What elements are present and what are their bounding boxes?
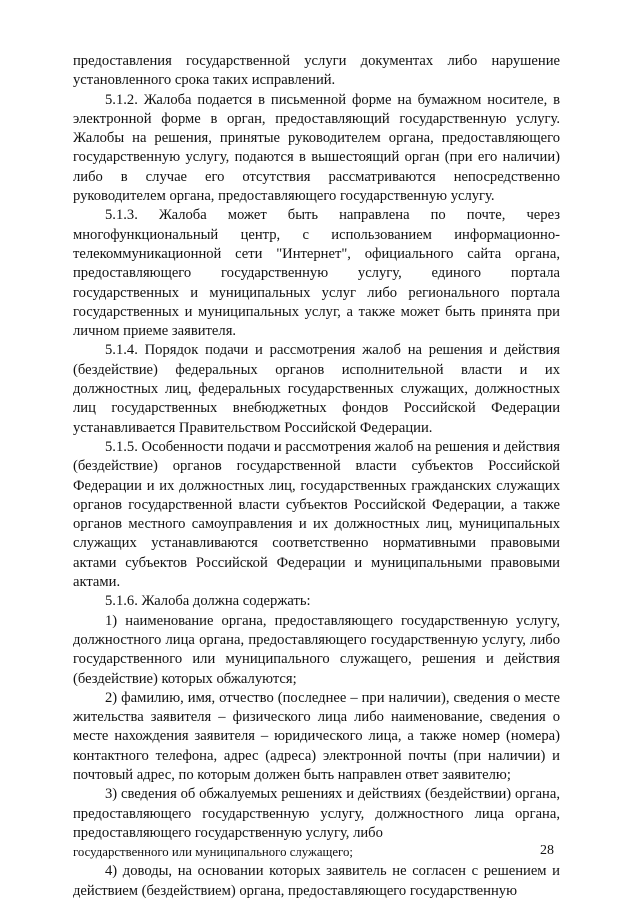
list-item-2: 2) фамилию, имя, отчество (последнее – при наличии), сведения о месте жительства заявителя – физического лица либо наименование, сведения о месте нахождения заявителя – юридического лица, а также номер (номера) контактного телефона, адрес (адреса) электронной почты (при наличии) и почтовый адрес, по которым должен быть направлен ответ заявителю; xyxy=(73,689,560,783)
list-item-1: 1) наименование органа, предоставляющего государственную услугу, должностного лица органа, предоставляющего государственную услугу, либо государственного или муниципального служащего, решения и действия (бездействие) которых обжалуются; xyxy=(73,612,560,687)
paragraph-5-1-5: 5.1.5. Особенности подачи и рассмотрения жалоб на решения и действия (бездействие) органов государственной власти субъектов Российской Федерации и их должностных лиц, государственных гражданских служащих органов государственной власти субъектов Российской Федерации, а также органов местного самоуправления и их должностных лиц, муниципальных служащих устанавливаются соответственно нормативными правовыми актами субъектов Российской Федерации и муниципальными правовыми актами. xyxy=(73,438,560,591)
page-number: 28 xyxy=(540,843,554,858)
list-item-3-continuation: государственного или муниципального служащего; xyxy=(73,845,353,860)
paragraph-continuation: предоставления государственной услуги документах либо нарушение установленного срока таких исправлений. xyxy=(73,53,560,89)
list-item-3: 3) сведения об обжалуемых решениях и действиях (бездействии) органа, предоставляющего государственную услугу, должностного лица органа, предоставляющего государственную услугу, либо xyxy=(73,786,560,841)
paragraph-5-1-3: 5.1.3. Жалоба может быть направлена по почте, через многофункциональный центр, с использованием информационно-телекоммуникационной сети "Интернет", официального сайта органа, предоставляющего государственную услугу, единого портала государственных и муниципальных услуг либо регионального портала государственных и муниципальных услуг, а также может быть принята при личном приеме заявителя. xyxy=(73,207,560,340)
paragraph-5-1-2: 5.1.2. Жалоба подается в письменной форме на бумажном носителе, в электронной форме в орган, предоставляющий государственную услугу. Жалобы на решения, принятые руководителем органа, предоставляющего государственную услугу, подаются в вышестоящий орган (при его наличии) либо в случае его отсутствия рассматриваются непосредственно руководителем органа, предоставляющего государственную услугу. xyxy=(73,91,560,205)
list-item-4: 4) доводы, на основании которых заявитель не согласен с решением и действием (бездействием) органа, предоставляющего государственную xyxy=(73,863,560,899)
document-body xyxy=(73,52,560,901)
paragraph-5-1-6: 5.1.6. Жалоба должна содержать: xyxy=(105,593,311,610)
paragraph-5-1-4: 5.1.4. Порядок подачи и рассмотрения жалоб на решения и действия (бездействие) федеральных органов исполнительной власти и их должностных лиц, федеральных государственных служащих, должностных лиц государственных внебюджетных фондов Российской Федерации устанавливается Правительством Российской Федерации. xyxy=(73,342,560,436)
